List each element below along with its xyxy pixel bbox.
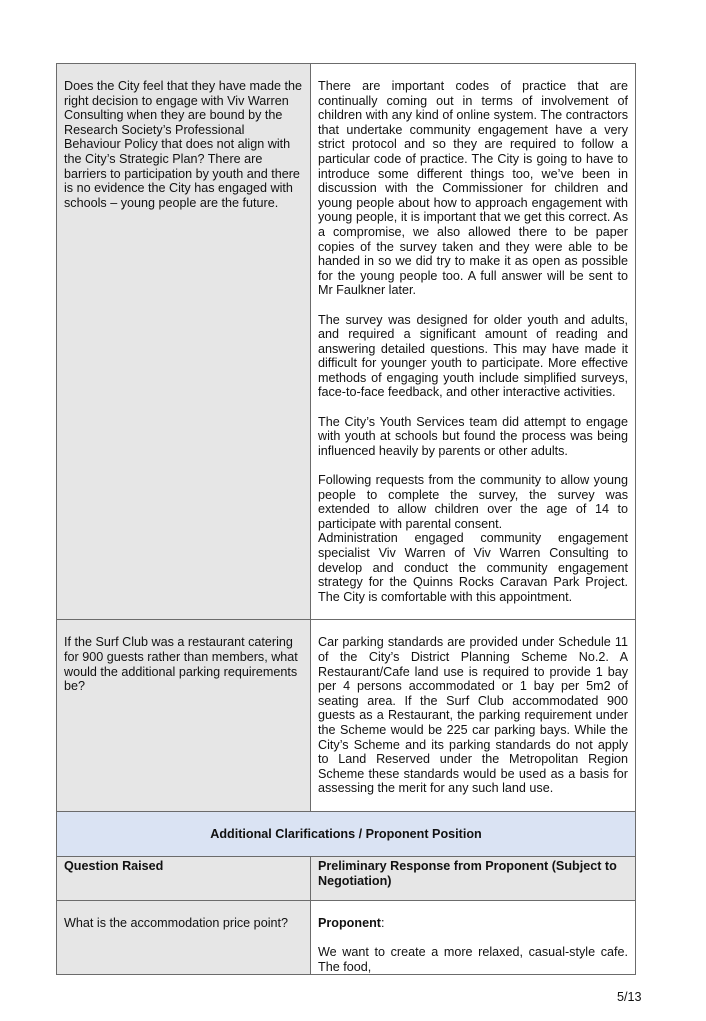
page-number: 5/13 [617, 990, 642, 1004]
question-text: What is the accommodation price point? [64, 916, 289, 931]
question-cell [57, 901, 311, 975]
response-paragraph: Car parking standards are provided under Schedule 11 of the City’s District Planning Scheme No.2. A Restaurant/Cafe land use is required to provide 1 bay per 4 persons accommodated or 1 bay per 5m2 of seating area. If the Surf Club accommodated 900 guests as a Restaurant, the parking requirement under the Scheme would be 225 car parking bays. While the City’s Scheme and its parking standards do not apply to Land Reserved under the Metropolitan Region Scheme these standards would be used as a basis for assessing the merit for any such land use. [318, 635, 628, 796]
response-paragraph: There are important codes of practice that are continually coming out in terms of involvement of children with any kind of online system. The contractors that undertake community engagement have a very strict protocol and so they are required to follow a particular code of practice. The City is going to have to introduce some different things too, we’ve been in discussion with the Commissioner for children and young people about how to approach engagement with young people, it is important that we get this correct. As a compromise, we also allowed there to be paper copies of the survey taken and they were able to be handed in so we did try to make it as open as possible for the young people too. A full answer will be sent to Mr Faulkner later. [318, 79, 628, 298]
section-title: Additional Clarifications / Proponent Position [57, 811, 636, 856]
question-cell [57, 64, 311, 620]
response-paragraph: The survey was designed for older youth and adults, and required a significant amount of reading and answering detailed questions. This may have made it difficult for younger youth to participate. More effective methods of engaging youth include simplified surveys, face-to-face feedback, and other interactive activities. [318, 312, 628, 400]
column-header-response: Preliminary Response from Proponent (Subject to Negotiation) [311, 856, 636, 900]
document-page [56, 63, 636, 975]
question-response-table [56, 63, 636, 975]
response-label [318, 916, 628, 931]
column-header-row [57, 856, 636, 900]
response-cell [311, 901, 636, 975]
table-row [57, 64, 636, 620]
column-header-question: Question Raised [57, 856, 311, 900]
proponent-label-colon: : [380, 916, 385, 931]
proponent-label: Proponent [318, 916, 381, 931]
response-cell [311, 620, 636, 812]
response-paragraph: The City’s Youth Services team did attempt to engage with youth at schools but found the process was being influenced heavily by parents or other adults. [318, 414, 628, 458]
section-header-row [57, 811, 636, 856]
question-text: If the Surf Club was a restaurant catering for 900 guests rather than members, what would the additional parking requirements be? [64, 635, 298, 694]
table-row [57, 620, 636, 812]
question-cell [57, 620, 311, 812]
question-text: Does the City feel that they have made the right decision to engage with Viv Warren Consulting when they are bound by the Research Society’s Professional Behaviour Policy that does not align with the City’s Strategic Plan? There are barriers to participation by youth and there is no evidence the City has engaged with schools – young people are the future. [64, 79, 303, 210]
response-paragraph: We want to create a more relaxed, casual-style cafe. The food, [318, 945, 628, 974]
table-row [57, 901, 636, 975]
response-paragraph: Administration engaged community engagement specialist Viv Warren of Viv Warren Consulting to develop and conduct the community engagement strategy for the Quinns Rocks Caravan Park Project. The City is comfortable with this appointment. [318, 531, 628, 604]
response-paragraph: Following requests from the community to allow young people to complete the survey, the survey was extended to allow children over the age of 14 to participate with parental consent. [318, 473, 628, 531]
response-cell [311, 64, 636, 620]
